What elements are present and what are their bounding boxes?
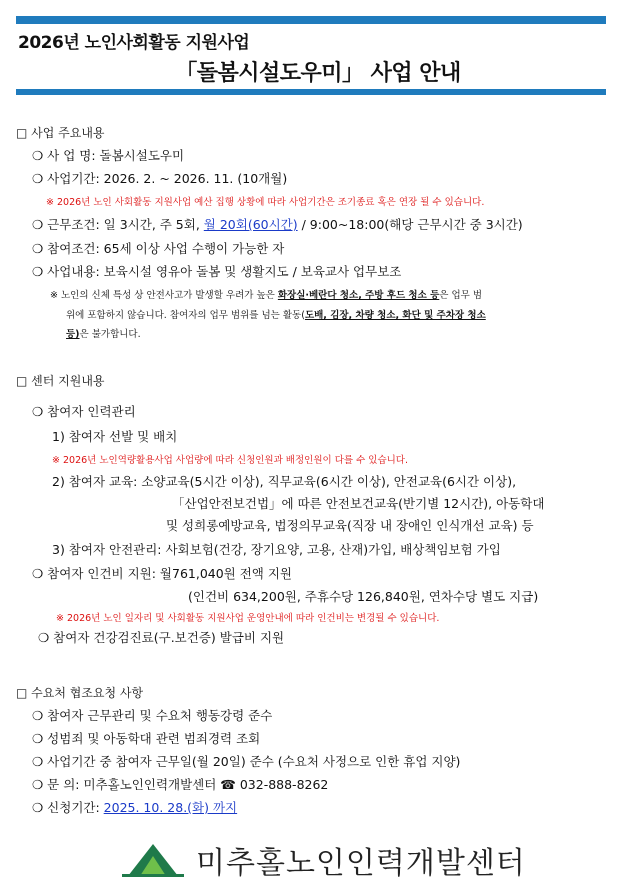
section-heading-main: □ 사업 주요내용 xyxy=(16,126,105,140)
project-period-row: ❍ 사업기간: 2026. 2. ~ 2026. 11. (10개월) xyxy=(32,171,288,186)
health-row: ❍ 참여자 건강검진료(구.보건증) 발급비 지원 xyxy=(38,630,285,645)
request-row3: ❍ 사업기간 중 참여자 근무일(월 20일) 준수 (수요처 사정으로 인한 휴업 지양) xyxy=(32,754,461,769)
pay-row: ❍ 참여자 인건비 지원: 월761,040원 전액 지원 xyxy=(32,566,292,581)
page-title-line2: 「돌봄시설도우미」 사업 안내 xyxy=(175,61,461,86)
header-bottom-bar xyxy=(16,89,606,95)
section-heading-request: □ 수요처 협조요청 사항 xyxy=(16,686,144,700)
pay-note: ※ 2026년 노인 일자리 및 사회활동 지원사업 운영안내에 따라 인건비는 변경될 수 있습니다. xyxy=(56,613,440,624)
apply-period-label: ❍ 신청기간: xyxy=(32,800,104,815)
request-row2: ❍ 성범죄 및 아동학대 관련 범죄경력 조회 xyxy=(32,731,261,746)
work-condition-prefix: ❍ 근무조건: 일 3시간, 주 5회, xyxy=(32,217,204,232)
apply-deadline-link[interactable]: 2025. 10. 28.(화) 까지 xyxy=(103,800,238,815)
period-note: ※ 2026년 노인 사회활동 지원사업 예산 집행 상황에 따라 사업기간은 조기종료 혹은 연장 될 수 있습니다. xyxy=(46,197,485,208)
header-top-bar xyxy=(16,16,606,24)
support-item2-line1: 2) 참여자 교육: 소양교육(5시간 이상), 직무교육(6시간 이상), 안전교육(6시간 이상), xyxy=(52,474,517,489)
support-item1-note: ※ 2026년 노인역량활용사업 사업량에 따라 신청인원과 배정인원이 다를 수 있습니다. xyxy=(52,455,408,466)
request-row4-contact: ❍ 문 의: 미추홀노인인력개발센터 ☎ 032-888-8262 xyxy=(32,777,329,792)
join-condition-row: ❍ 참여조건: 65세 이상 사업 수행이 가능한 자 xyxy=(32,241,285,256)
support-item2-line3: 및 성희롱예방교육, 법정의무교육(직장 내 장애인 인식개선 교육) 등 xyxy=(166,518,534,533)
project-content-row: ❍ 사업내용: 보육시설 영유아 돌봄 및 생활지도 / 보육교사 업무보조 xyxy=(32,264,402,279)
safety-note-line3: 등)은 불가합니다. xyxy=(66,329,141,340)
support-item3: 3) 참여자 안전관리: 사회보험(건강, 장기요양, 고용, 산재)가입, 배상책임보험 가입 xyxy=(52,542,501,557)
center-name: 미추홀노인인력개발센터 xyxy=(196,846,526,881)
manage-row: ❍ 참여자 인력관리 xyxy=(32,404,136,419)
safety-note-line1: ※ 노인의 신체 특성 상 안전사고가 발생할 우려가 높은 화장실·베란다 청소, 주방 후드 청소 등은 업무 범 xyxy=(50,290,483,301)
section-heading-support: □ 센터 지원내용 xyxy=(16,374,105,388)
support-item2-line2: 「산업안전보건법」에 따른 안전보건교육(반기별 12시간), 아동학대 xyxy=(172,496,545,511)
work-condition-row xyxy=(32,215,523,233)
safety-note-line2: 위에 포함하지 않습니다. 참여자의 업무 범위를 넘는 활동(도배, 김장, 차량 청소, 화단 및 주차장 청소 xyxy=(66,310,486,321)
work-hours-link[interactable]: 월 20회(60시간) xyxy=(203,217,298,232)
center-logo-icon xyxy=(118,838,188,878)
support-item1: 1) 참여자 선발 및 배치 xyxy=(52,429,178,444)
work-condition-suffix: / 9:00~18:00(해당 근무시간 중 3시간) xyxy=(297,217,523,232)
request-row1: ❍ 참여자 근무관리 및 수요처 행동강령 준수 xyxy=(32,708,273,723)
page-title-line1: 2026년 노인사회활동 지원사업 xyxy=(18,33,250,53)
project-name-row: ❍ 사 업 명: 돌봄시설도우미 xyxy=(32,148,185,163)
request-row5 xyxy=(32,798,237,816)
pay-detail-row: (인건비 634,200원, 주휴수당 126,840원, 연차수당 별도 지급) xyxy=(188,589,539,604)
